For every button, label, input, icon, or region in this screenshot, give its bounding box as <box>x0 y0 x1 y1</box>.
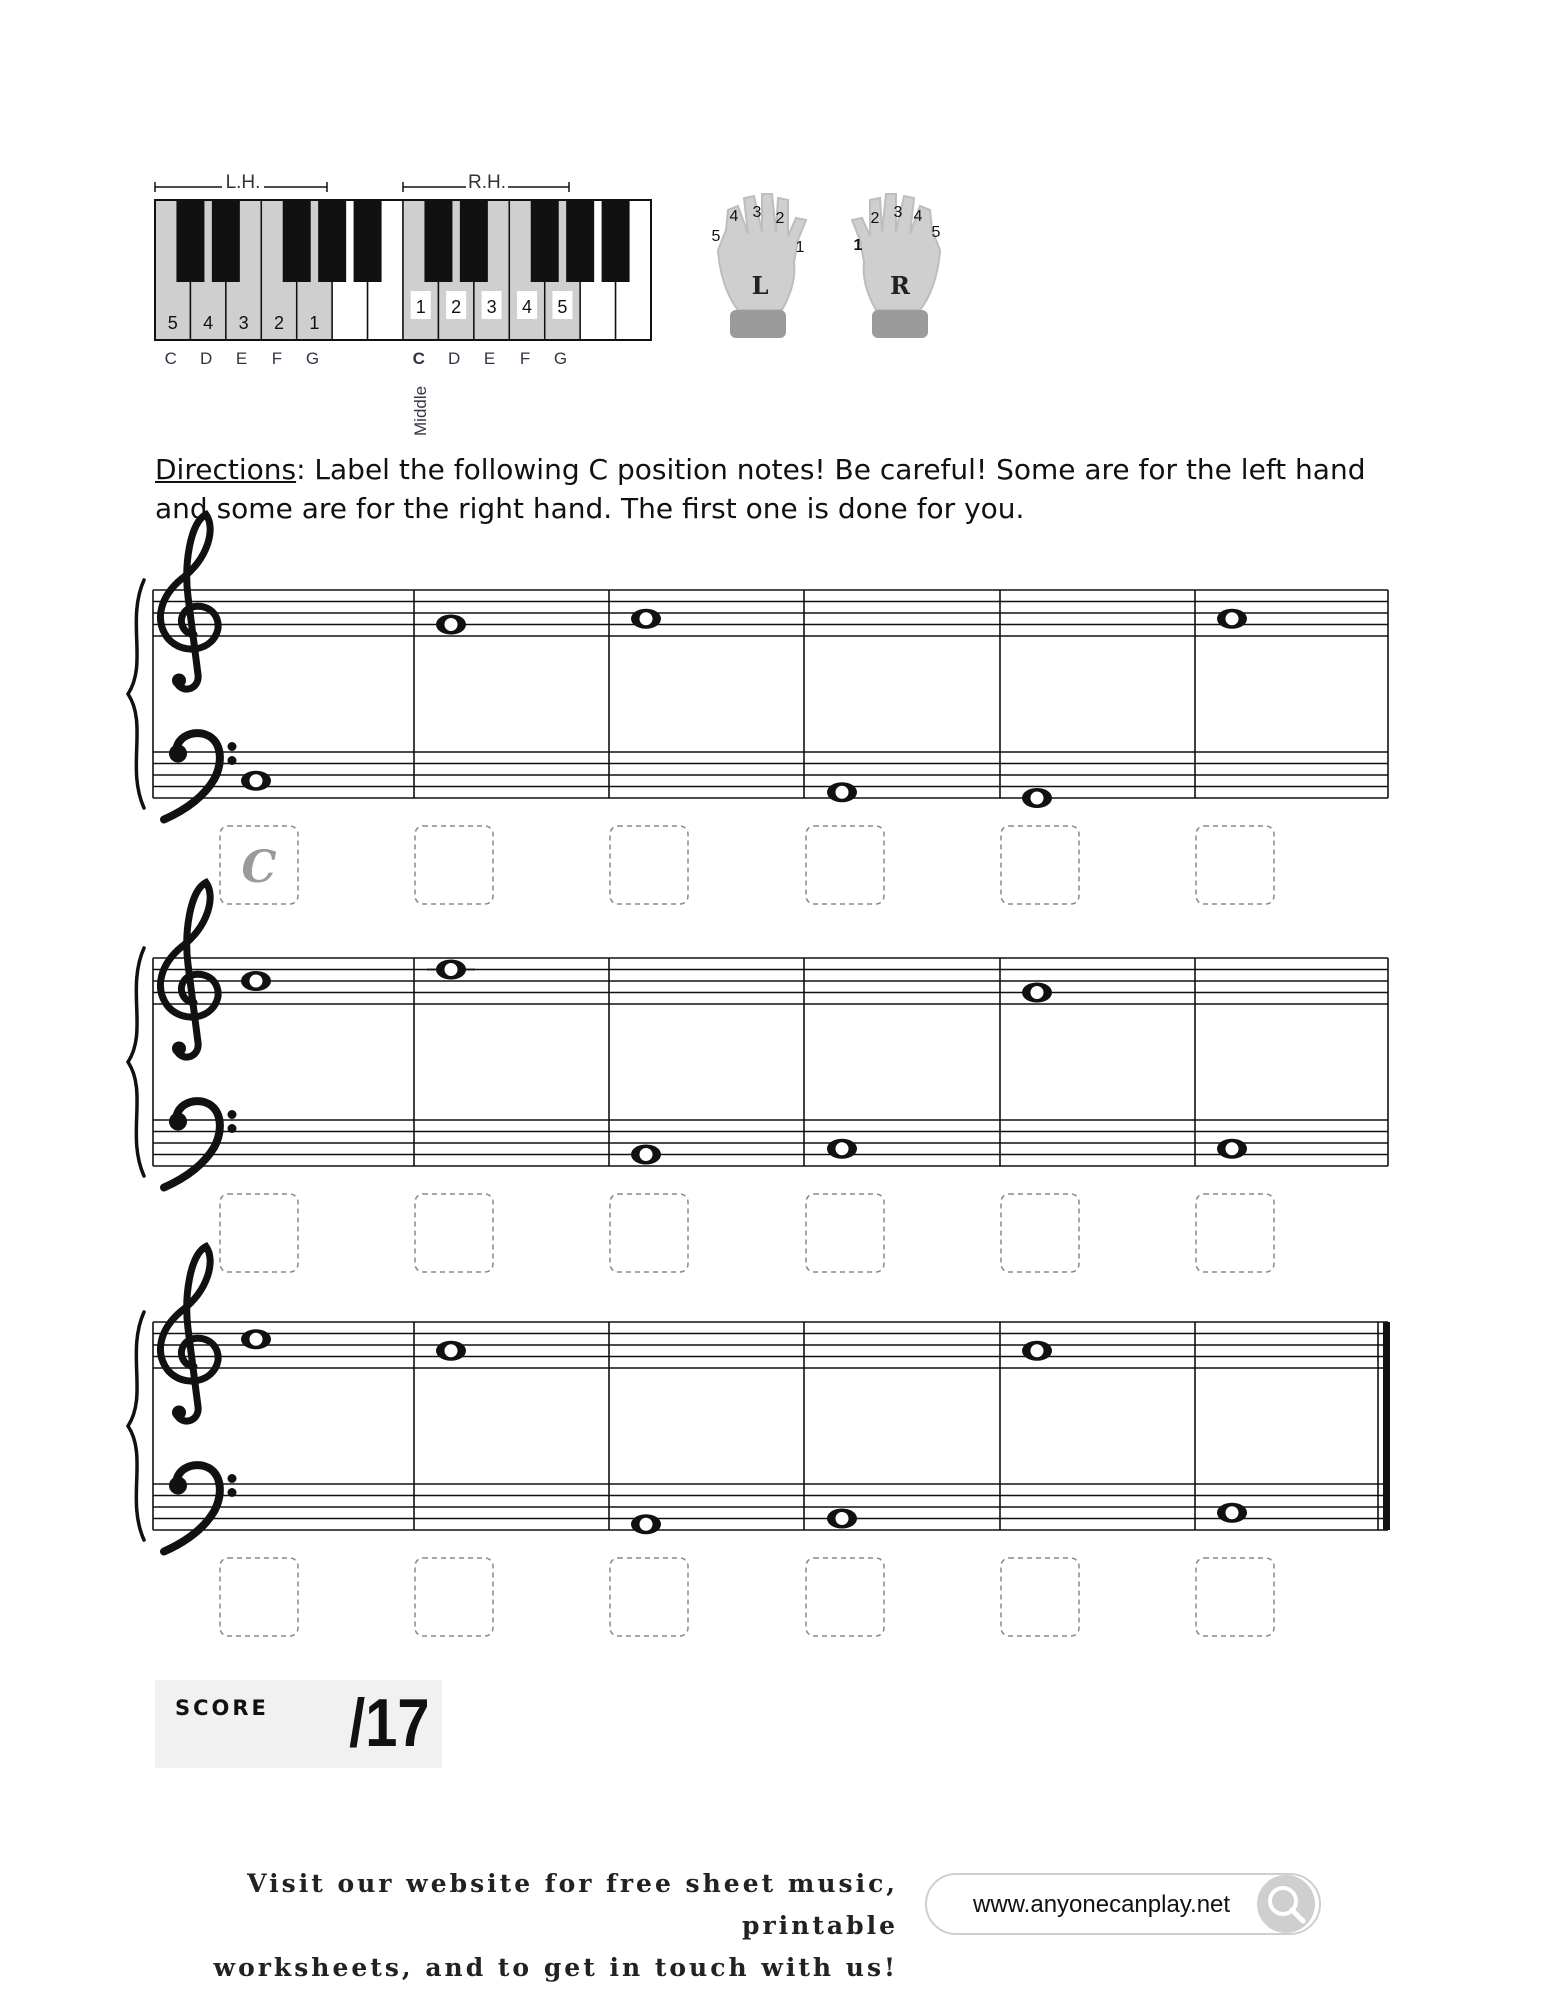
whole-note <box>241 1329 271 1349</box>
answer-box[interactable] <box>1196 1194 1274 1272</box>
whole-note <box>1217 1139 1247 1159</box>
rh-bracket <box>403 170 569 193</box>
answer-box[interactable] <box>610 826 688 904</box>
whole-note <box>436 960 466 980</box>
whole-note <box>436 1341 466 1361</box>
score-label: SCORE <box>175 1696 269 1720</box>
grand-staff-brace <box>128 580 144 808</box>
right-hand-letter: R <box>890 271 910 300</box>
left-glove-finger-number: 1 <box>795 239 805 256</box>
rh-finger-number: 4 <box>522 297 533 317</box>
bass-clef-icon <box>164 1101 237 1187</box>
whole-note <box>241 771 271 791</box>
whole-note <box>827 782 857 802</box>
whole-note <box>1022 1341 1052 1361</box>
answer-box[interactable] <box>610 1194 688 1272</box>
rh-note-name: F <box>519 349 531 368</box>
answer-box[interactable] <box>610 1558 688 1636</box>
whole-note <box>241 971 271 991</box>
lh-note-name: G <box>305 349 320 368</box>
black-key <box>424 200 452 282</box>
black-key <box>566 200 594 282</box>
answer-box[interactable] <box>1001 826 1079 904</box>
answer-box[interactable] <box>1196 1558 1274 1636</box>
middle-label: Middle <box>411 385 430 436</box>
whole-note <box>827 1509 857 1529</box>
lh-bracket <box>155 170 327 193</box>
whole-note <box>1217 609 1247 629</box>
lh-note-name: D <box>200 349 213 368</box>
rh-note-name: G <box>553 349 568 368</box>
left-glove-finger-number: 3 <box>752 204 762 221</box>
answer-box[interactable] <box>415 1194 493 1272</box>
lh-finger-number: 1 <box>309 313 320 333</box>
right-glove-finger-number: 2 <box>870 210 880 227</box>
grand-staff-brace <box>128 948 144 1176</box>
rh-note-name: D <box>448 349 461 368</box>
lh-label: L.H. <box>225 172 261 193</box>
lh-note-name: E <box>235 349 248 368</box>
magnifier-icon[interactable] <box>1257 1875 1315 1933</box>
footer-message <box>150 1863 898 1989</box>
lh-finger-number: 4 <box>203 313 214 333</box>
score-box <box>155 1680 442 1768</box>
right-hand-glove-icon <box>852 194 941 338</box>
left-glove-finger-number: 5 <box>711 228 721 245</box>
bass-clef-icon <box>164 733 237 819</box>
rh-label: R.H. <box>468 172 506 193</box>
rh-finger-number: 2 <box>451 297 462 317</box>
directions-text <box>155 450 1395 528</box>
rh-note-name: C <box>412 349 425 368</box>
example-answer: C <box>241 842 277 893</box>
footer-line-2: worksheets, and to get in touch with us! <box>213 1953 898 1982</box>
answer-box[interactable] <box>1001 1194 1079 1272</box>
left-hand-letter: L <box>751 271 769 300</box>
right-glove-finger-number: 5 <box>931 224 941 241</box>
piano-keyboard <box>155 170 651 436</box>
black-key <box>176 200 204 282</box>
lh-finger-number: 3 <box>238 313 249 333</box>
footer-line-1: Visit our website for free sheet music, printable <box>247 1869 898 1940</box>
whole-note <box>1022 788 1052 808</box>
score-value: /17 <box>349 1685 430 1761</box>
whole-note <box>1217 1503 1247 1523</box>
answer-box[interactable] <box>220 1194 298 1272</box>
music-system <box>128 515 1388 905</box>
black-key <box>531 200 559 282</box>
black-key <box>283 200 311 282</box>
rh-finger-number: 5 <box>557 297 568 317</box>
left-glove-finger-number: 2 <box>775 210 785 227</box>
answer-box[interactable] <box>415 1558 493 1636</box>
black-key <box>354 200 382 282</box>
whole-note <box>827 1139 857 1159</box>
answer-box[interactable] <box>806 826 884 904</box>
music-systems <box>128 515 1390 1637</box>
whole-note <box>631 609 661 629</box>
black-key <box>212 200 240 282</box>
right-glove-finger-number: 1 <box>853 237 863 254</box>
music-system <box>128 883 1388 1273</box>
rh-note-name: E <box>483 349 496 368</box>
whole-note <box>436 615 466 635</box>
answer-box[interactable] <box>415 826 493 904</box>
whole-note <box>631 1145 661 1165</box>
lh-note-name: F <box>271 349 283 368</box>
answer-box[interactable] <box>220 1558 298 1636</box>
right-glove-finger-number: 3 <box>893 204 903 221</box>
whole-note <box>1022 983 1052 1003</box>
right-glove-finger-number: 4 <box>913 208 923 225</box>
black-key <box>460 200 488 282</box>
left-glove-finger-number: 4 <box>729 208 739 225</box>
rh-finger-number: 1 <box>415 297 426 317</box>
answer-box[interactable] <box>1001 1558 1079 1636</box>
whole-note <box>631 1514 661 1534</box>
answer-box[interactable] <box>806 1558 884 1636</box>
bass-clef-icon <box>164 1465 237 1551</box>
answer-box[interactable] <box>1196 826 1274 904</box>
final-thick-bar <box>1383 1322 1390 1530</box>
website-url[interactable]: www.anyonecanplay.net <box>973 1891 1231 1918</box>
music-system <box>128 1247 1390 1637</box>
lh-finger-number: 2 <box>273 313 285 333</box>
black-key <box>602 200 630 282</box>
left-hand-glove-icon <box>712 194 806 338</box>
directions-body: : Label the following C position notes! Be careful! Some are for the left hand and some are for the right hand. The first one is done for you. <box>155 453 1366 525</box>
lh-note-name: C <box>164 349 177 368</box>
black-key <box>318 200 346 282</box>
website-url-bar[interactable] <box>925 1873 1321 1935</box>
lh-finger-number: 5 <box>167 313 178 333</box>
answer-box[interactable] <box>806 1194 884 1272</box>
rh-finger-number: 3 <box>486 297 497 317</box>
directions-lead: Directions <box>155 453 297 486</box>
grand-staff-brace <box>128 1312 144 1540</box>
